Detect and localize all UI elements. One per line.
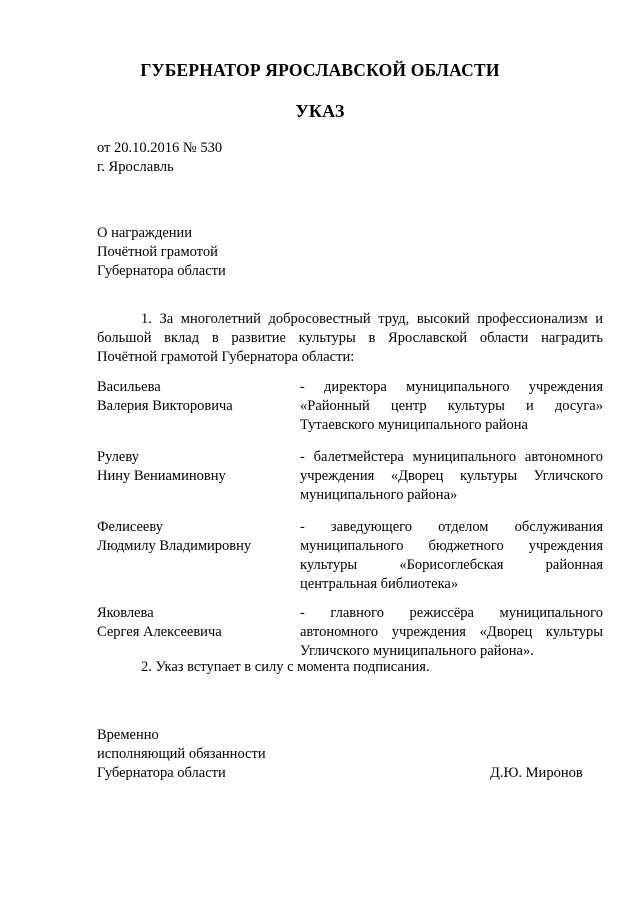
city: г. Ярославль (97, 159, 174, 175)
paragraph-line: Почётной грамотой Губернатора области: (97, 349, 355, 365)
date-number: от 20.10.2016 № 530 (97, 140, 223, 156)
paragraph-1 (97, 310, 603, 367)
signatory-name: Д.Ю. Миронов (490, 765, 583, 781)
position-line: муниципального бюджетного учреждения (300, 538, 603, 554)
position-line: «Районный центр культуры и досуга» (300, 398, 603, 414)
awardee-surname: Яковлева (97, 605, 154, 621)
position-line: муниципального района» (300, 487, 458, 503)
awardee-position (300, 518, 603, 594)
position-line: Тутаевского муниципального района (300, 417, 528, 433)
signature-block (97, 726, 266, 783)
signature-title-line: исполняющий обязанности (97, 746, 266, 762)
authority-heading: ГУБЕРНАТОР ЯРОСЛАВСКОЙ ОБЛАСТИ (140, 60, 500, 80)
awardee-given-names: Людмилу Владимировну (97, 538, 252, 554)
position-line: - главного режиссёра муниципального (300, 605, 603, 621)
position-line: автономного учреждения «Дворец культуры (300, 624, 603, 640)
subject-line: О награждении (97, 225, 193, 241)
awardee-given-names: Сергея Алексеевича (97, 624, 222, 640)
position-line: - заведующего отделом обслуживания (300, 519, 603, 535)
awardee-name (97, 448, 226, 486)
position-line: учреждения «Дворец культуры Угличского (300, 468, 603, 484)
subject-line: Губернатора области (97, 263, 226, 279)
awardee-surname: Фелисееву (97, 519, 163, 535)
paragraph-line: большой вклад в развитие культуры в Ярославской области наградить (97, 330, 603, 346)
awardee-name (97, 518, 251, 556)
awardee-given-names: Нину Вениаминовну (97, 468, 226, 484)
awardee-name (97, 378, 233, 416)
awardee-surname: Рулеву (97, 449, 139, 465)
position-line: культуры «Борисоглебская районная (300, 557, 603, 573)
awardee-position (300, 448, 603, 505)
awardee-position (300, 604, 603, 661)
paragraph-2: 2. Указ вступает в силу с момента подписания. (141, 659, 430, 675)
awardee-name (97, 604, 222, 642)
paragraph-line: 1. За многолетний добросовестный труд, высокий профессионализм и (141, 311, 603, 327)
signature-title-line: Губернатора области (97, 765, 226, 781)
awardee-surname: Васильева (97, 379, 161, 395)
signature-title-line: Временно (97, 727, 159, 743)
subject-block (97, 224, 226, 281)
awardee-given-names: Валерия Викторовича (97, 398, 233, 414)
position-line: Угличского муниципального района». (300, 643, 534, 659)
position-line: - директора муниципального учреждения (300, 379, 603, 395)
position-line: центральная библиотека» (300, 576, 459, 592)
document-type-heading: УКАЗ (295, 101, 345, 121)
position-line: - балетмейстера муниципального автономного (300, 449, 603, 465)
awardee-position (300, 378, 603, 435)
subject-line: Почётной грамотой (97, 244, 218, 260)
